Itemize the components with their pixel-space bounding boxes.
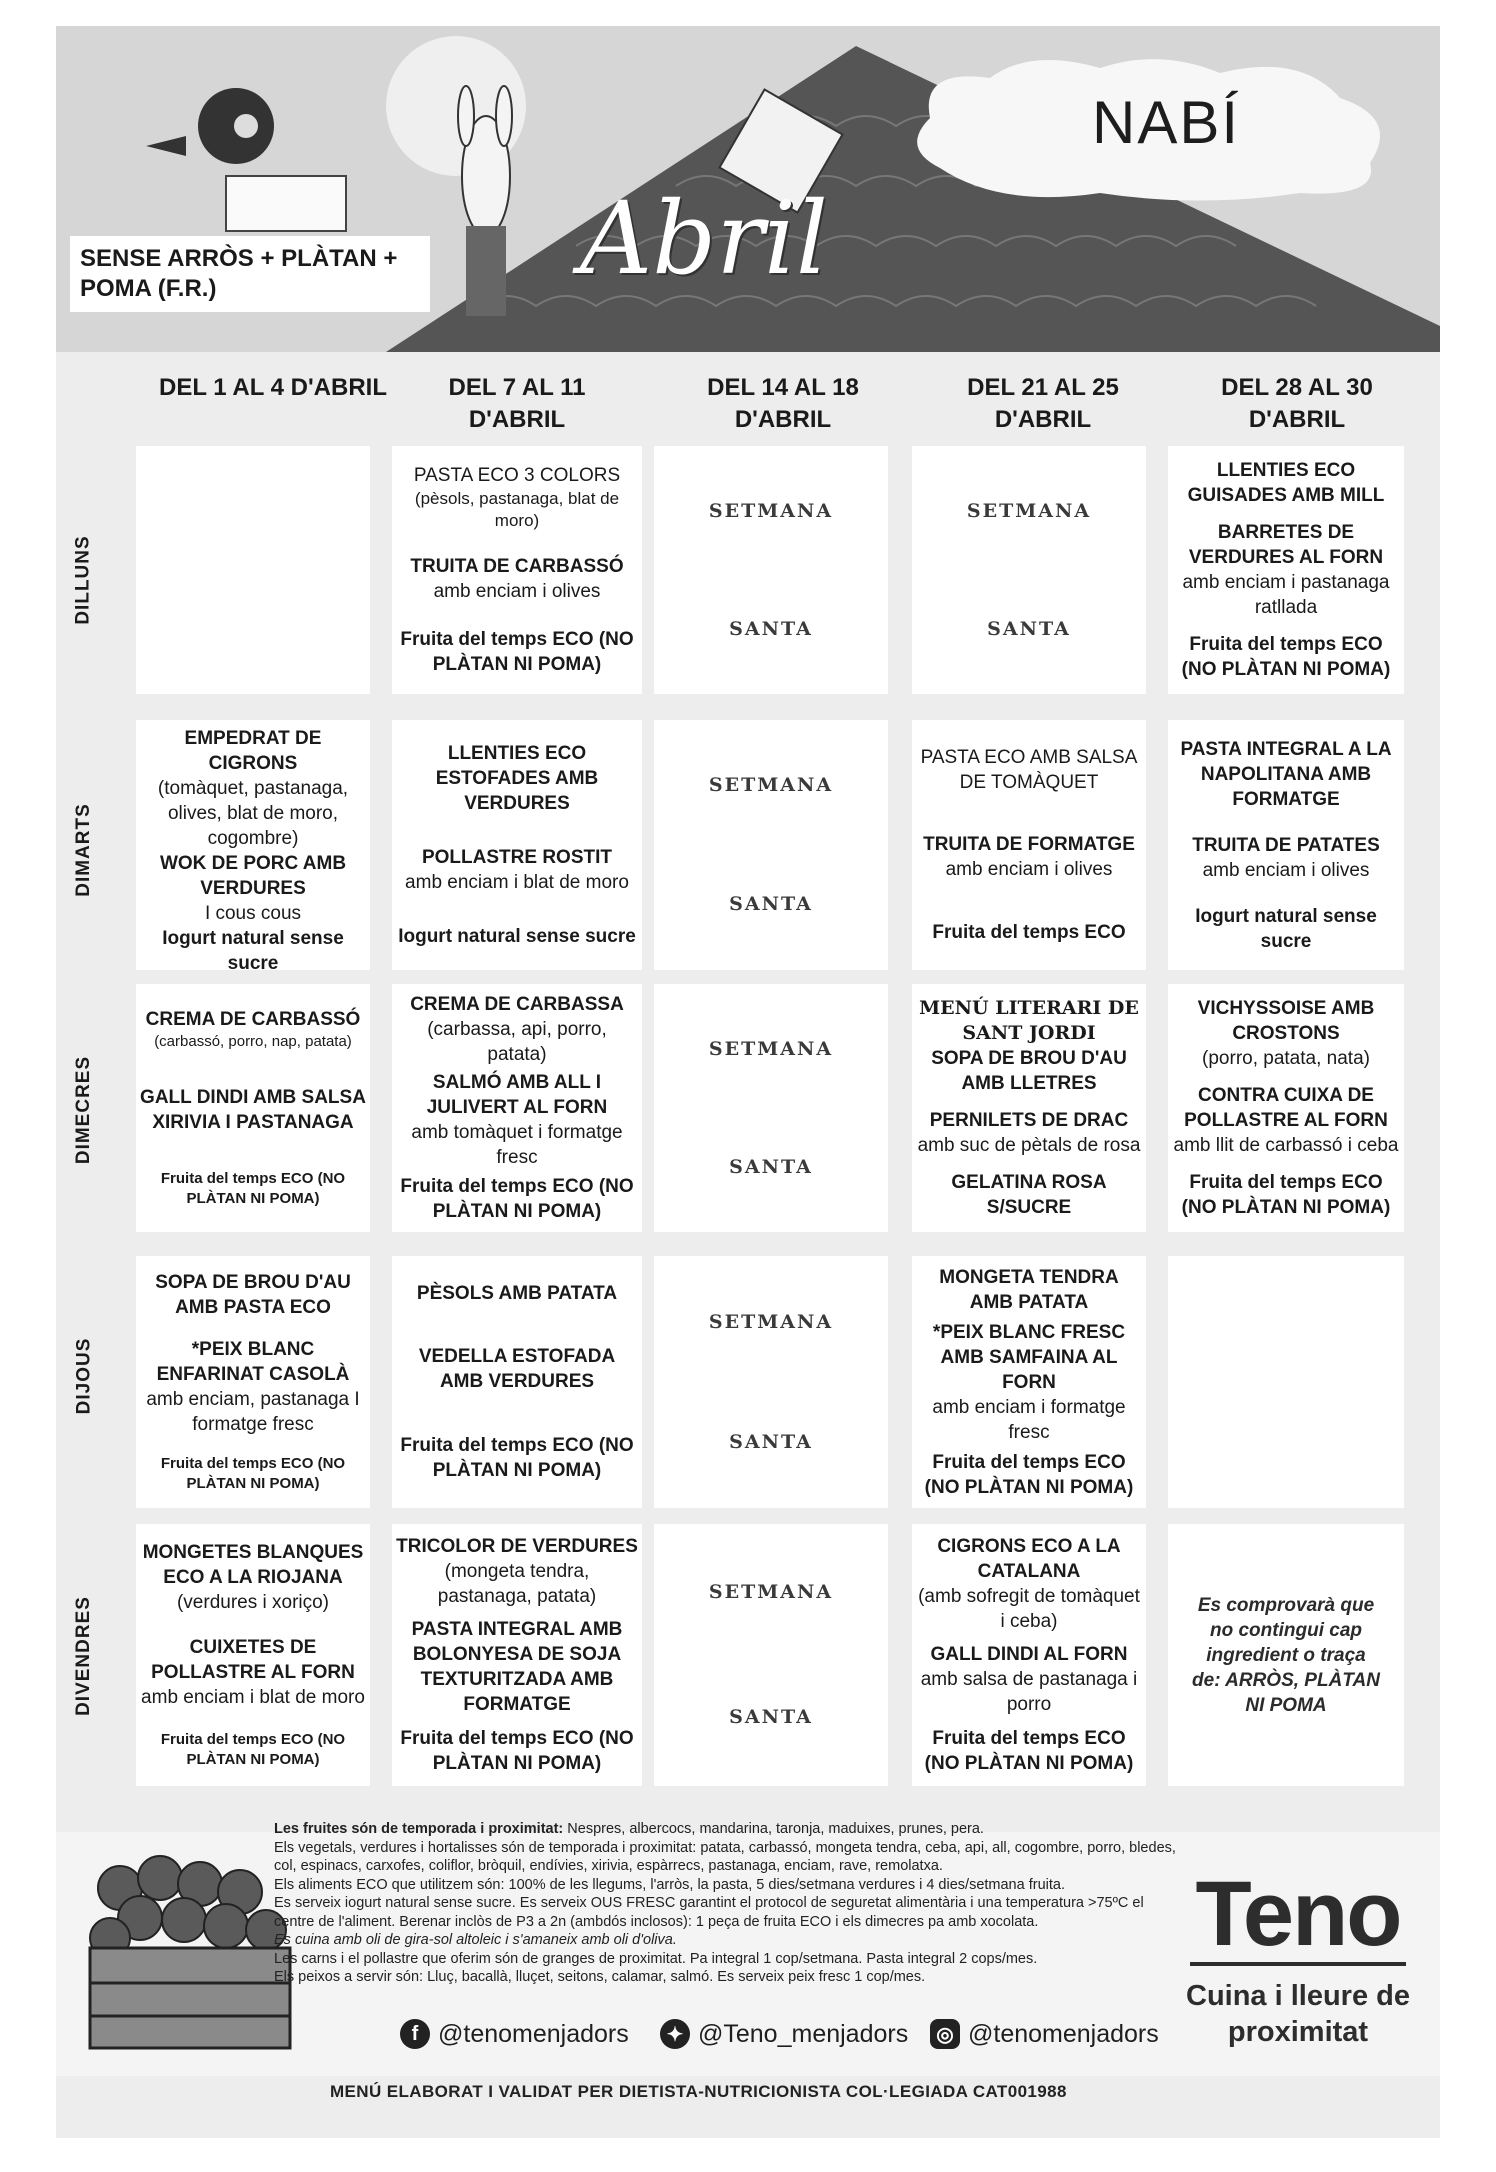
special-menu-title: MENÚ LITERARI DE SANT JORDI (919, 997, 1139, 1044)
dish-first: PÈSOLS AMB PATATA (416, 1283, 618, 1305)
instagram-icon: ◎ (930, 2019, 960, 2049)
menu-cell-fri-w3 (654, 1524, 888, 1786)
credit-line: MENÚ ELABORAT I VALIDAT PER DIETISTA-NUTRICIONISTA COL·LEGIADA CAT001988 (330, 2082, 1067, 2101)
dessert: Fruita del temps ECO (NO PLÀTAN NI POMA) (1181, 1172, 1391, 1218)
dish-second: GALL DINDI AL FORN (930, 1644, 1128, 1666)
facebook-link[interactable] (400, 2016, 629, 2052)
dish-note: (pèsols, pastanaga, blat de moro) (414, 489, 620, 531)
fruits-text: Nespres, albercocs, mandarina, taronja, maduixes, prunes, pera. (567, 1821, 984, 1837)
menu-cell-mon-w3 (654, 446, 888, 694)
menu-cell-tue-w1 (136, 720, 370, 974)
dish-first: TRICOLOR DE VERDURES (396, 1536, 638, 1558)
day-label-tuesday: DIMARTS (73, 803, 94, 897)
menu-cell-mon-w1 (136, 446, 370, 694)
twitter-link[interactable] (660, 2016, 908, 2052)
week-header-3: DEL 14 AL 18 D'ABRIL (707, 374, 859, 433)
dish-first: PASTA ECO 3 COLORS (413, 465, 621, 487)
dish-second: *PEIX BLANC FRESC AMB SAMFAINA AL FORN (932, 1321, 1126, 1393)
instagram-handle: @tenomenjadors (968, 2019, 1159, 2048)
twitter-handle: @Teno_menjadors (698, 2019, 909, 2048)
dish-first: PASTA INTEGRAL A LA NAPOLITANA AMB FORMATGE (1180, 738, 1392, 810)
dish-second: PASTA INTEGRAL AMB BOLONYESA DE SOJA TEXTURITZADA AMB FORMATGE (411, 1619, 623, 1716)
dish-second: TRUITA DE CARBASSÓ (410, 556, 624, 578)
dish-second: GALL DINDI AMB SALSA XIRIVIA I PASTANAGA (140, 1087, 366, 1134)
holiday-label: SETMANA (708, 1581, 834, 1603)
week-header-4: DEL 21 AL 25 D'ABRIL (967, 374, 1119, 433)
dish-second: WOK DE PORC AMB VERDURES (159, 853, 347, 899)
dessert: Fruita del temps ECO (932, 922, 1126, 944)
dish-first: VICHYSSOISE AMB CROSTONS (1197, 998, 1375, 1044)
week-header-1: DEL 1 AL 4 D'ABRIL (159, 374, 387, 401)
diet-label: SENSE ARRÒS + PLÀTAN + POMA (F.R.) (70, 236, 430, 312)
veg-text: patata, carbassó, mongeta tendra, ceba, api, all, cogombre, porro, bledes, col, espinacs, carxofes, coliflor, bròquil, endívies, xirivia, espàrrecs, pastanaga, enciam, rave, remolatxa. (274, 1839, 1176, 1874)
month-title: Abril (580, 180, 828, 297)
menu-cell-fri-w2 (392, 1524, 642, 1786)
holiday-label: SANTA (729, 893, 813, 915)
dish-second: BARRETES DE VERDURES AL FORN (1188, 522, 1384, 568)
dish-note: amb enciam i blat de moro (141, 1687, 365, 1708)
dish-first: CIGRONS ECO A LA CATALANA (937, 1536, 1121, 1583)
veg-label: Els vegetals, verdures i hortalisses són de temporada i proximitat: (274, 1839, 697, 1856)
dish-note: amb enciam i olives (433, 581, 601, 603)
meat-text: Les carns i el pollastre que oferim són de granges de proximitat. Pa integral 1 cop/setmana. Pasta integral 2 cops/mes. (274, 1950, 1038, 1967)
dish-first: SOPA DE BROU D'AU AMB LLETRES (931, 1048, 1127, 1094)
menu-cell-thu-w4 (912, 1256, 1146, 1508)
dessert: Fruita del temps ECO (NO PLÀTAN NI POMA) (400, 1176, 634, 1223)
menu-cell-wed-w5 (1168, 984, 1404, 1232)
dessert: Fruita del temps ECO (NO PLÀTAN NI POMA) (160, 1454, 346, 1492)
brand-block (1178, 1863, 1418, 2050)
menu-cell-fri-w4 (912, 1524, 1146, 1786)
holiday-label: SANTA (729, 1430, 813, 1453)
dish-note: amb llit de carbassó i ceba (1173, 1135, 1399, 1156)
dish-second: VEDELLA ESTOFADA AMB VERDURES (418, 1346, 616, 1393)
facebook-handle: @tenomenjadors (438, 2019, 629, 2048)
dish-second: PERNILETS DE DRAC (929, 1110, 1129, 1131)
menu-cell-wed-w1 (136, 984, 370, 1232)
dish-note: (verdures i xoriço) (176, 1592, 330, 1613)
dish-first: MONGETES BLANQUES ECO A LA RIOJANA (142, 1542, 364, 1588)
week-header-5: DEL 28 AL 30 D'ABRIL (1221, 374, 1373, 433)
dessert: GELATINA ROSA S/SUCRE (951, 1172, 1107, 1218)
dish-second: TRUITA DE FORMATGE (923, 834, 1135, 856)
oil-text: Es cuina amb oli de gira-sol altoleic i s'amaneix amb oli d'oliva. (274, 1932, 677, 1948)
menu-cell-mon-w4 (912, 446, 1146, 694)
menu-cell-wed-w3 (654, 984, 888, 1232)
menu-cell-fri-w5 (1168, 1524, 1404, 1786)
dessert: Fruita del temps ECO (NO PLÀTAN NI POMA) (924, 1451, 1134, 1498)
dish-first: EMPEDRAT DE CIGRONS (184, 728, 322, 774)
menu-cell-thu-w2 (392, 1256, 642, 1508)
week-header-2: DEL 7 AL 11 D'ABRIL (448, 374, 586, 433)
menu-cell-wed-w4 (912, 984, 1146, 1232)
day-label-monday: DILLUNS (73, 535, 95, 625)
dish-first: CREMA DE CARBASSÓ (145, 1008, 361, 1030)
dish-second: *PEIX BLANC ENFARINAT CASOLÀ (156, 1338, 350, 1385)
group-name: NABÍ (1092, 89, 1241, 156)
dish-note: (mongeta tendra, pastanaga, patata) (437, 1561, 597, 1608)
dish-second: TRUITA DE PATATES (1192, 834, 1380, 856)
dessert: Iogurt natural sense sucre (1195, 905, 1377, 952)
menu-cell-mon-w2 (392, 446, 642, 694)
instagram-link[interactable] (930, 2016, 1159, 2052)
dish-note: (tomàquet, pastanaga, olives, blat de moro, cogombre) (157, 778, 349, 849)
menu-cell-thu-w1 (136, 1256, 370, 1508)
dish-note: amb salsa de pastanaga i porro (920, 1669, 1138, 1716)
dish-note: (amb sofregit de tomàquet i ceba) (918, 1586, 1140, 1633)
dish-second: SALMÓ AMB ALL I JULIVERT AL FORN (426, 1072, 608, 1119)
menu-cell-mon-w5 (1168, 446, 1404, 694)
day-label-thursday: DIJOUS (73, 1337, 94, 1415)
allergen-note: Es comprovarà que no contingui cap ingredient o traça de: ARRÒS, PLÀTAN NI POMA (1192, 1594, 1380, 1716)
dish-note: amb enciam, pastanaga I formatge fresc (146, 1388, 360, 1435)
dish-note: amb enciam i olives (1202, 859, 1370, 881)
brand-tagline: Cuina i lleure de proximitat (1186, 1980, 1410, 2048)
holiday-label: SANTA (729, 1706, 813, 1728)
dessert: Fruita del temps ECO (NO PLÀTAN NI POMA) (400, 1434, 634, 1481)
footer-info (274, 1820, 1184, 1987)
dessert: Fruita del temps ECO (NO PLÀTAN NI POMA) (400, 628, 634, 675)
dish-first: LLENTIES ECO ESTOFADES AMB VERDURES (435, 742, 599, 814)
holiday-label: SETMANA (708, 1037, 834, 1060)
dish-note: (porro, patata, nata) (1202, 1048, 1370, 1069)
dish-note: amb enciam i olives (945, 859, 1113, 881)
yogurt-text: Es serveix iogurt natural sense sucre. Es serveix OUS FRESC garantint el protocol de seguretat alimentària i una temperatura >75ºC el centre de l'aliment. Berenar inclòs de P3 a 2n (ambdós inclosos): 1 peça de fruita ECO i els dimecres pa amb xocolata. (274, 1895, 1144, 1930)
day-label-friday: DIVENDRES (73, 1596, 95, 1716)
menu-cell-tue-w4 (912, 720, 1146, 970)
eco-text: Els aliments ECO que utilitzem són: 100% de les llegums, l'arròs, la pasta, 5 dies/setmana verdures i 4 dies/setmana fruita. (274, 1876, 1065, 1893)
dessert: Fruita del temps ECO (NO PLÀTAN NI POMA) (160, 1170, 346, 1208)
dish-note: amb enciam i pastanaga ratllada (1182, 572, 1390, 618)
holiday-label: SETMANA (708, 774, 834, 796)
holiday-label: SANTA (729, 617, 813, 640)
dessert: Iogurt natural sense sucre (398, 926, 636, 948)
dish-first: MONGETA TENDRA AMB PATATA (939, 1266, 1119, 1313)
dish-note: amb enciam i blat de moro (405, 871, 629, 893)
menu-cell-wed-w2 (392, 984, 642, 1232)
dish-second: CUIXETES DE POLLASTRE AL FORN (151, 1637, 355, 1683)
dish-second: CONTRA CUIXA DE POLLASTRE AL FORN (1184, 1085, 1388, 1131)
menu-cell-tue-w2 (392, 720, 642, 970)
holiday-label: SETMANA (708, 1310, 834, 1333)
dessert: Fruita del temps ECO (NO PLÀTAN NI POMA) (400, 1727, 634, 1774)
dish-first: SOPA DE BROU D'AU AMB PASTA ECO (155, 1272, 351, 1319)
menu-cell-tue-w3 (654, 720, 888, 970)
dish-note: (carbassó, porro, nap, patata) (154, 1032, 352, 1050)
dish-note: amb suc de pètals de rosa (917, 1135, 1141, 1156)
dessert: Fruita del temps ECO (NO PLÀTAN NI POMA) (924, 1727, 1134, 1774)
dish-first: CREMA DE CARBASSA (410, 993, 624, 1015)
holiday-label: SANTA (729, 1155, 813, 1178)
holiday-label: SETMANA (966, 499, 1092, 522)
dish-second: POLLASTRE ROSTIT (421, 846, 612, 868)
fruits-label: Les fruites són de temporada i proximitat: (274, 1821, 564, 1837)
dessert: Fruita del temps ECO (NO PLÀTAN NI POMA) (1181, 634, 1391, 680)
menu-cell-thu-w5 (1168, 1256, 1404, 1508)
dish-note: I cous cous (204, 903, 302, 924)
dish-first: PASTA ECO AMB SALSA DE TOMÀQUET (920, 746, 1138, 793)
menu-cell-thu-w3 (654, 1256, 888, 1508)
day-label-wednesday: DIMECRES (73, 1055, 95, 1165)
facebook-icon: f (400, 2019, 430, 2049)
twitter-icon: ✦ (660, 2019, 690, 2049)
menu-cell-tue-w5 (1168, 720, 1404, 970)
holiday-label: SANTA (987, 617, 1071, 640)
brand-logo: Teno (1190, 1866, 1407, 1966)
dessert: Fruita del temps ECO (NO PLÀTAN NI POMA) (160, 1731, 346, 1768)
dish-note: amb enciam i formatge fresc (932, 1396, 1126, 1443)
menu-cell-fri-w1 (136, 1524, 370, 1786)
fish-text: Els peixos a servir són: Lluç, bacallà, lluçet, seitons, calamar, salmó. Es serveix peix fresc 1 cop/mes. (274, 1969, 926, 1985)
dessert: Iogurt natural sense sucre (162, 928, 344, 974)
fruit-crate-illustration (80, 1848, 300, 2058)
holiday-label: SETMANA (708, 499, 834, 522)
dish-first: LLENTIES ECO GUISADES AMB MILL (1187, 460, 1385, 506)
dish-note: amb tomàquet i formatge fresc (411, 1122, 623, 1169)
dish-note: (carbassa, api, porro, patata) (427, 1018, 607, 1065)
